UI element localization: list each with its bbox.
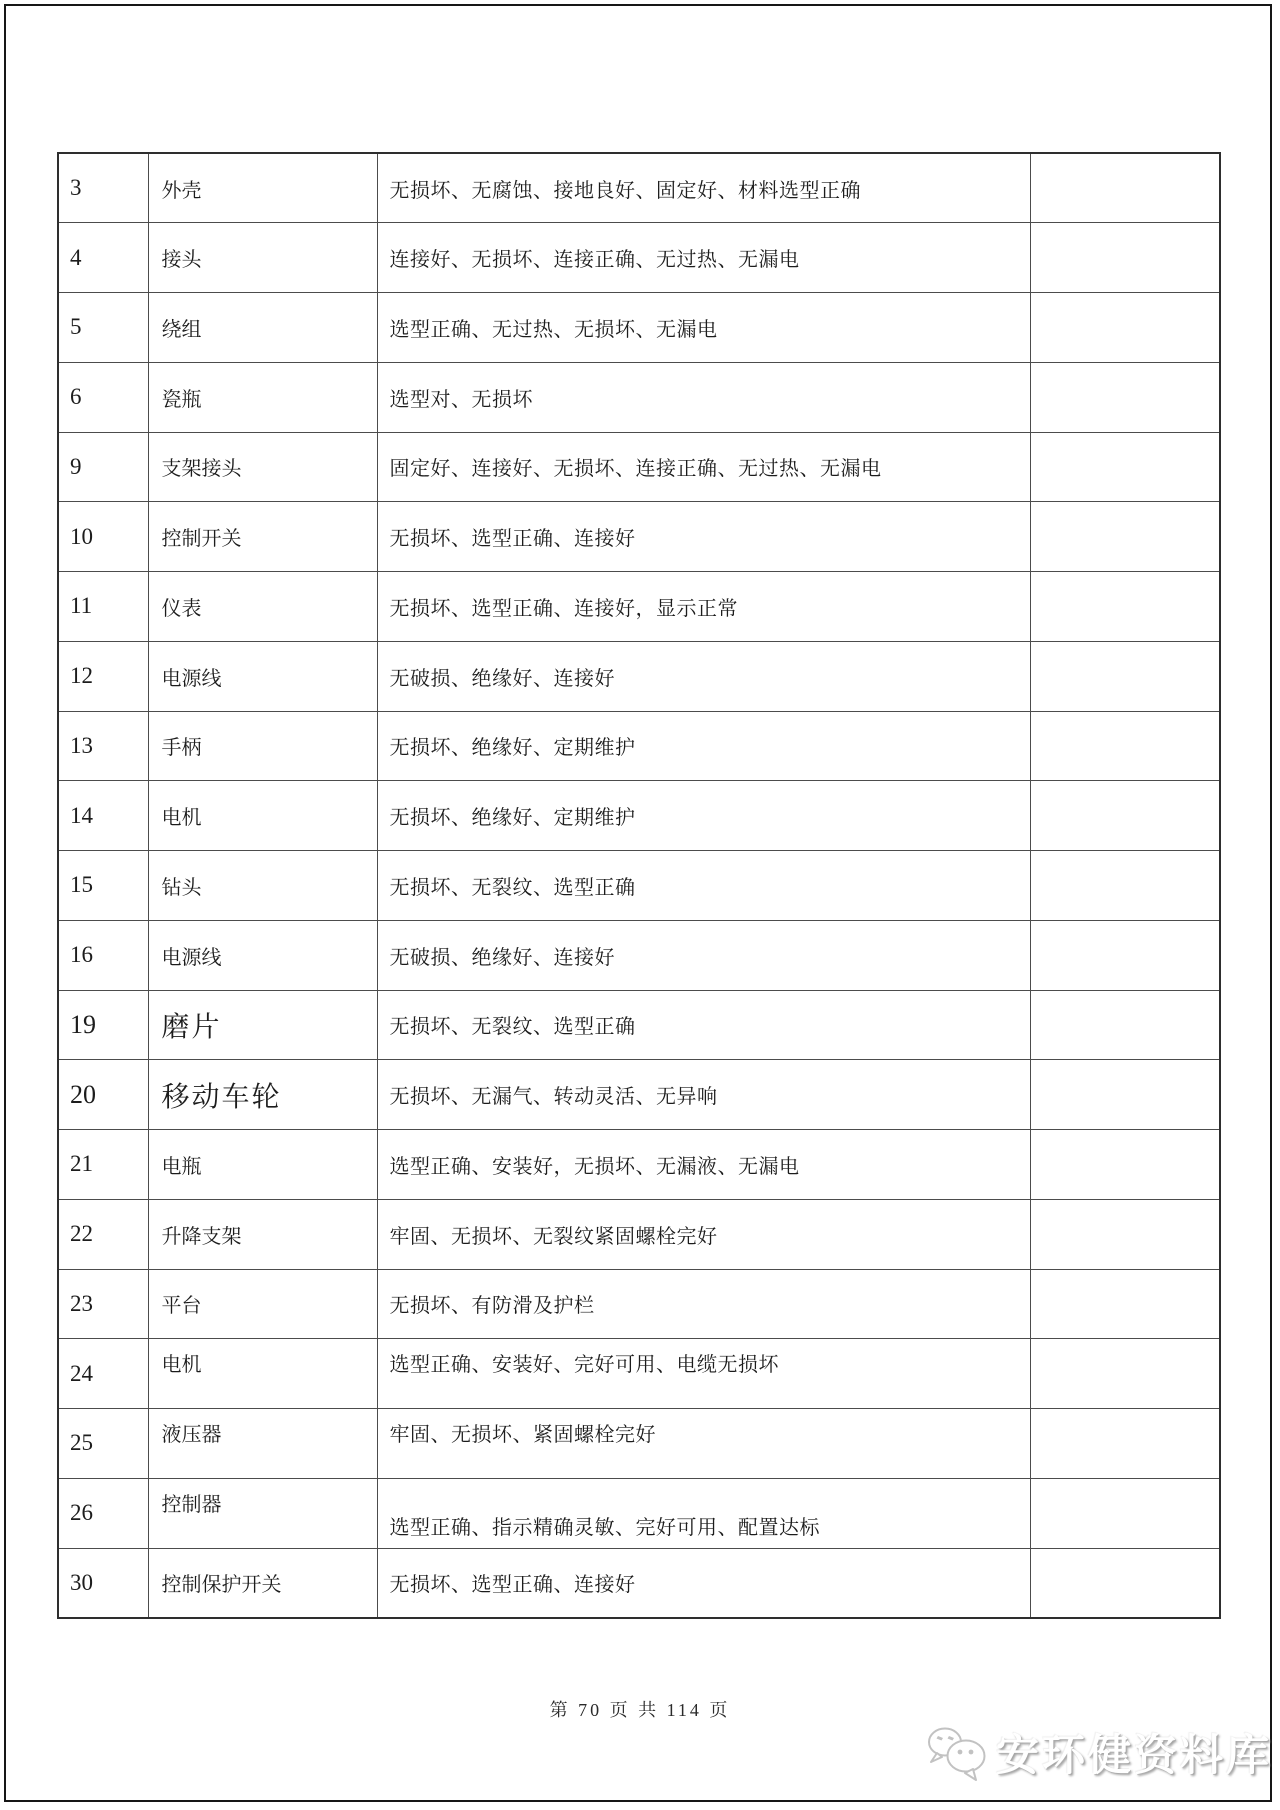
criteria-cell: 连接好、无损坏、连接正确、无过热、无漏电 xyxy=(377,223,1030,293)
remark-cell xyxy=(1030,432,1220,502)
table-row xyxy=(58,920,1220,990)
item-name-cell: 仪表 xyxy=(148,572,377,642)
page-number: 第 70 页 共 114 页 xyxy=(549,1700,731,1720)
remark-cell xyxy=(1030,502,1220,572)
item-name-cell: 接头 xyxy=(148,223,377,293)
inspection-table xyxy=(57,152,1221,1619)
table-row xyxy=(58,641,1220,711)
table-row xyxy=(58,1409,1220,1479)
item-name-cell: 钻头 xyxy=(148,851,377,921)
remark-cell xyxy=(1030,990,1220,1060)
criteria-cell: 无破损、绝缘好、连接好 xyxy=(377,641,1030,711)
remark-cell xyxy=(1030,1060,1220,1130)
row-number-cell: 9 xyxy=(58,432,148,502)
table-row xyxy=(58,851,1220,921)
remark-cell xyxy=(1030,711,1220,781)
row-number-cell: 16 xyxy=(58,920,148,990)
table-row xyxy=(58,1060,1220,1130)
criteria-cell: 选型正确、无过热、无损坏、无漏电 xyxy=(377,293,1030,363)
item-name-cell: 控制开关 xyxy=(148,502,377,572)
remark-cell xyxy=(1030,1478,1220,1548)
criteria-cell: 无损坏、无裂纹、选型正确 xyxy=(377,990,1030,1060)
item-name-cell: 电瓶 xyxy=(148,1130,377,1200)
remark-cell xyxy=(1030,1548,1220,1618)
remark-cell xyxy=(1030,1130,1220,1200)
criteria-cell: 无损坏、选型正确、连接好 xyxy=(377,1548,1030,1618)
remark-cell xyxy=(1030,153,1220,223)
item-name-cell: 移动车轮 xyxy=(148,1060,377,1130)
criteria-cell: 无损坏、选型正确、连接好，显示正常 xyxy=(377,572,1030,642)
criteria-cell: 固定好、连接好、无损坏、连接正确、无过热、无漏电 xyxy=(377,432,1030,502)
item-name-cell: 升降支架 xyxy=(148,1199,377,1269)
remark-cell xyxy=(1030,1199,1220,1269)
table-row xyxy=(58,362,1220,432)
item-name-cell: 电机 xyxy=(148,1339,377,1409)
row-number-cell: 25 xyxy=(58,1409,148,1479)
criteria-cell: 选型正确、安装好、完好可用、电缆无损坏 xyxy=(377,1339,1030,1409)
item-name-cell: 瓷瓶 xyxy=(148,362,377,432)
table-row xyxy=(58,1199,1220,1269)
criteria-cell: 选型对、无损坏 xyxy=(377,362,1030,432)
row-number-cell: 20 xyxy=(58,1060,148,1130)
criteria-cell: 无损坏、无漏气、转动灵活、无异响 xyxy=(377,1060,1030,1130)
table-row xyxy=(58,153,1220,223)
row-number-cell: 19 xyxy=(58,990,148,1060)
criteria-cell: 无损坏、有防滑及护栏 xyxy=(377,1269,1030,1339)
remark-cell xyxy=(1030,1339,1220,1409)
item-name-cell: 电机 xyxy=(148,781,377,851)
remark-cell xyxy=(1030,920,1220,990)
row-number-cell: 12 xyxy=(58,641,148,711)
row-number-cell: 22 xyxy=(58,1199,148,1269)
brand-text: 安环健资料库 xyxy=(996,1732,1272,1780)
row-number-cell: 14 xyxy=(58,781,148,851)
table-row xyxy=(58,711,1220,781)
row-number-cell: 4 xyxy=(58,223,148,293)
table-row xyxy=(58,990,1220,1060)
item-name-cell: 电源线 xyxy=(148,920,377,990)
row-number-cell: 5 xyxy=(58,293,148,363)
remark-cell xyxy=(1030,1409,1220,1479)
row-number-cell: 26 xyxy=(58,1478,148,1548)
row-number-cell: 15 xyxy=(58,851,148,921)
remark-cell xyxy=(1030,851,1220,921)
table-row xyxy=(58,781,1220,851)
item-name-cell: 支架接头 xyxy=(148,432,377,502)
criteria-cell: 选型正确、安装好，无损坏、无漏液、无漏电 xyxy=(377,1130,1030,1200)
table-row xyxy=(58,1269,1220,1339)
table-row xyxy=(58,502,1220,572)
item-name-cell: 平台 xyxy=(148,1269,377,1339)
row-number-cell: 30 xyxy=(58,1548,148,1618)
table-row xyxy=(58,432,1220,502)
criteria-cell: 无损坏、绝缘好、定期维护 xyxy=(377,711,1030,781)
row-number-cell: 24 xyxy=(58,1339,148,1409)
remark-cell xyxy=(1030,572,1220,642)
table-row xyxy=(58,1548,1220,1618)
item-name-cell: 外壳 xyxy=(148,153,377,223)
table-row xyxy=(58,293,1220,363)
remark-cell xyxy=(1030,1269,1220,1339)
chat-bubbles-icon xyxy=(924,1723,992,1783)
item-name-cell: 磨片 xyxy=(148,990,377,1060)
row-number-cell: 11 xyxy=(58,572,148,642)
remark-cell xyxy=(1030,362,1220,432)
row-number-cell: 3 xyxy=(58,153,148,223)
item-name-cell: 绕组 xyxy=(148,293,377,363)
item-name-cell: 控制器 xyxy=(148,1478,377,1548)
criteria-cell: 无损坏、无腐蚀、接地良好、固定好、材料选型正确 xyxy=(377,153,1030,223)
brand-watermark xyxy=(924,1722,1272,1783)
criteria-cell: 牢固、无损坏、紧固螺栓完好 xyxy=(377,1409,1030,1479)
item-name-cell: 手柄 xyxy=(148,711,377,781)
remark-cell xyxy=(1030,781,1220,851)
row-number-cell: 21 xyxy=(58,1130,148,1200)
table-row xyxy=(58,1130,1220,1200)
criteria-cell: 无破损、绝缘好、连接好 xyxy=(377,920,1030,990)
table-row xyxy=(58,572,1220,642)
remark-cell xyxy=(1030,223,1220,293)
criteria-cell: 牢固、无损坏、无裂纹紧固螺栓完好 xyxy=(377,1199,1030,1269)
table-row xyxy=(58,1339,1220,1409)
row-number-cell: 23 xyxy=(58,1269,148,1339)
table-body xyxy=(58,153,1220,1618)
remark-cell xyxy=(1030,293,1220,363)
criteria-cell: 无损坏、无裂纹、选型正确 xyxy=(377,851,1030,921)
row-number-cell: 6 xyxy=(58,362,148,432)
row-number-cell: 13 xyxy=(58,711,148,781)
item-name-cell: 控制保护开关 xyxy=(148,1548,377,1618)
item-name-cell: 电源线 xyxy=(148,641,377,711)
criteria-cell: 无损坏、选型正确、连接好 xyxy=(377,502,1030,572)
row-number-cell: 10 xyxy=(58,502,148,572)
table-row xyxy=(58,223,1220,293)
criteria-cell: 选型正确、指示精确灵敏、完好可用、配置达标 xyxy=(377,1478,1030,1548)
item-name-cell: 液压器 xyxy=(148,1409,377,1479)
table-row xyxy=(58,1478,1220,1548)
criteria-cell: 无损坏、绝缘好、定期维护 xyxy=(377,781,1030,851)
remark-cell xyxy=(1030,641,1220,711)
